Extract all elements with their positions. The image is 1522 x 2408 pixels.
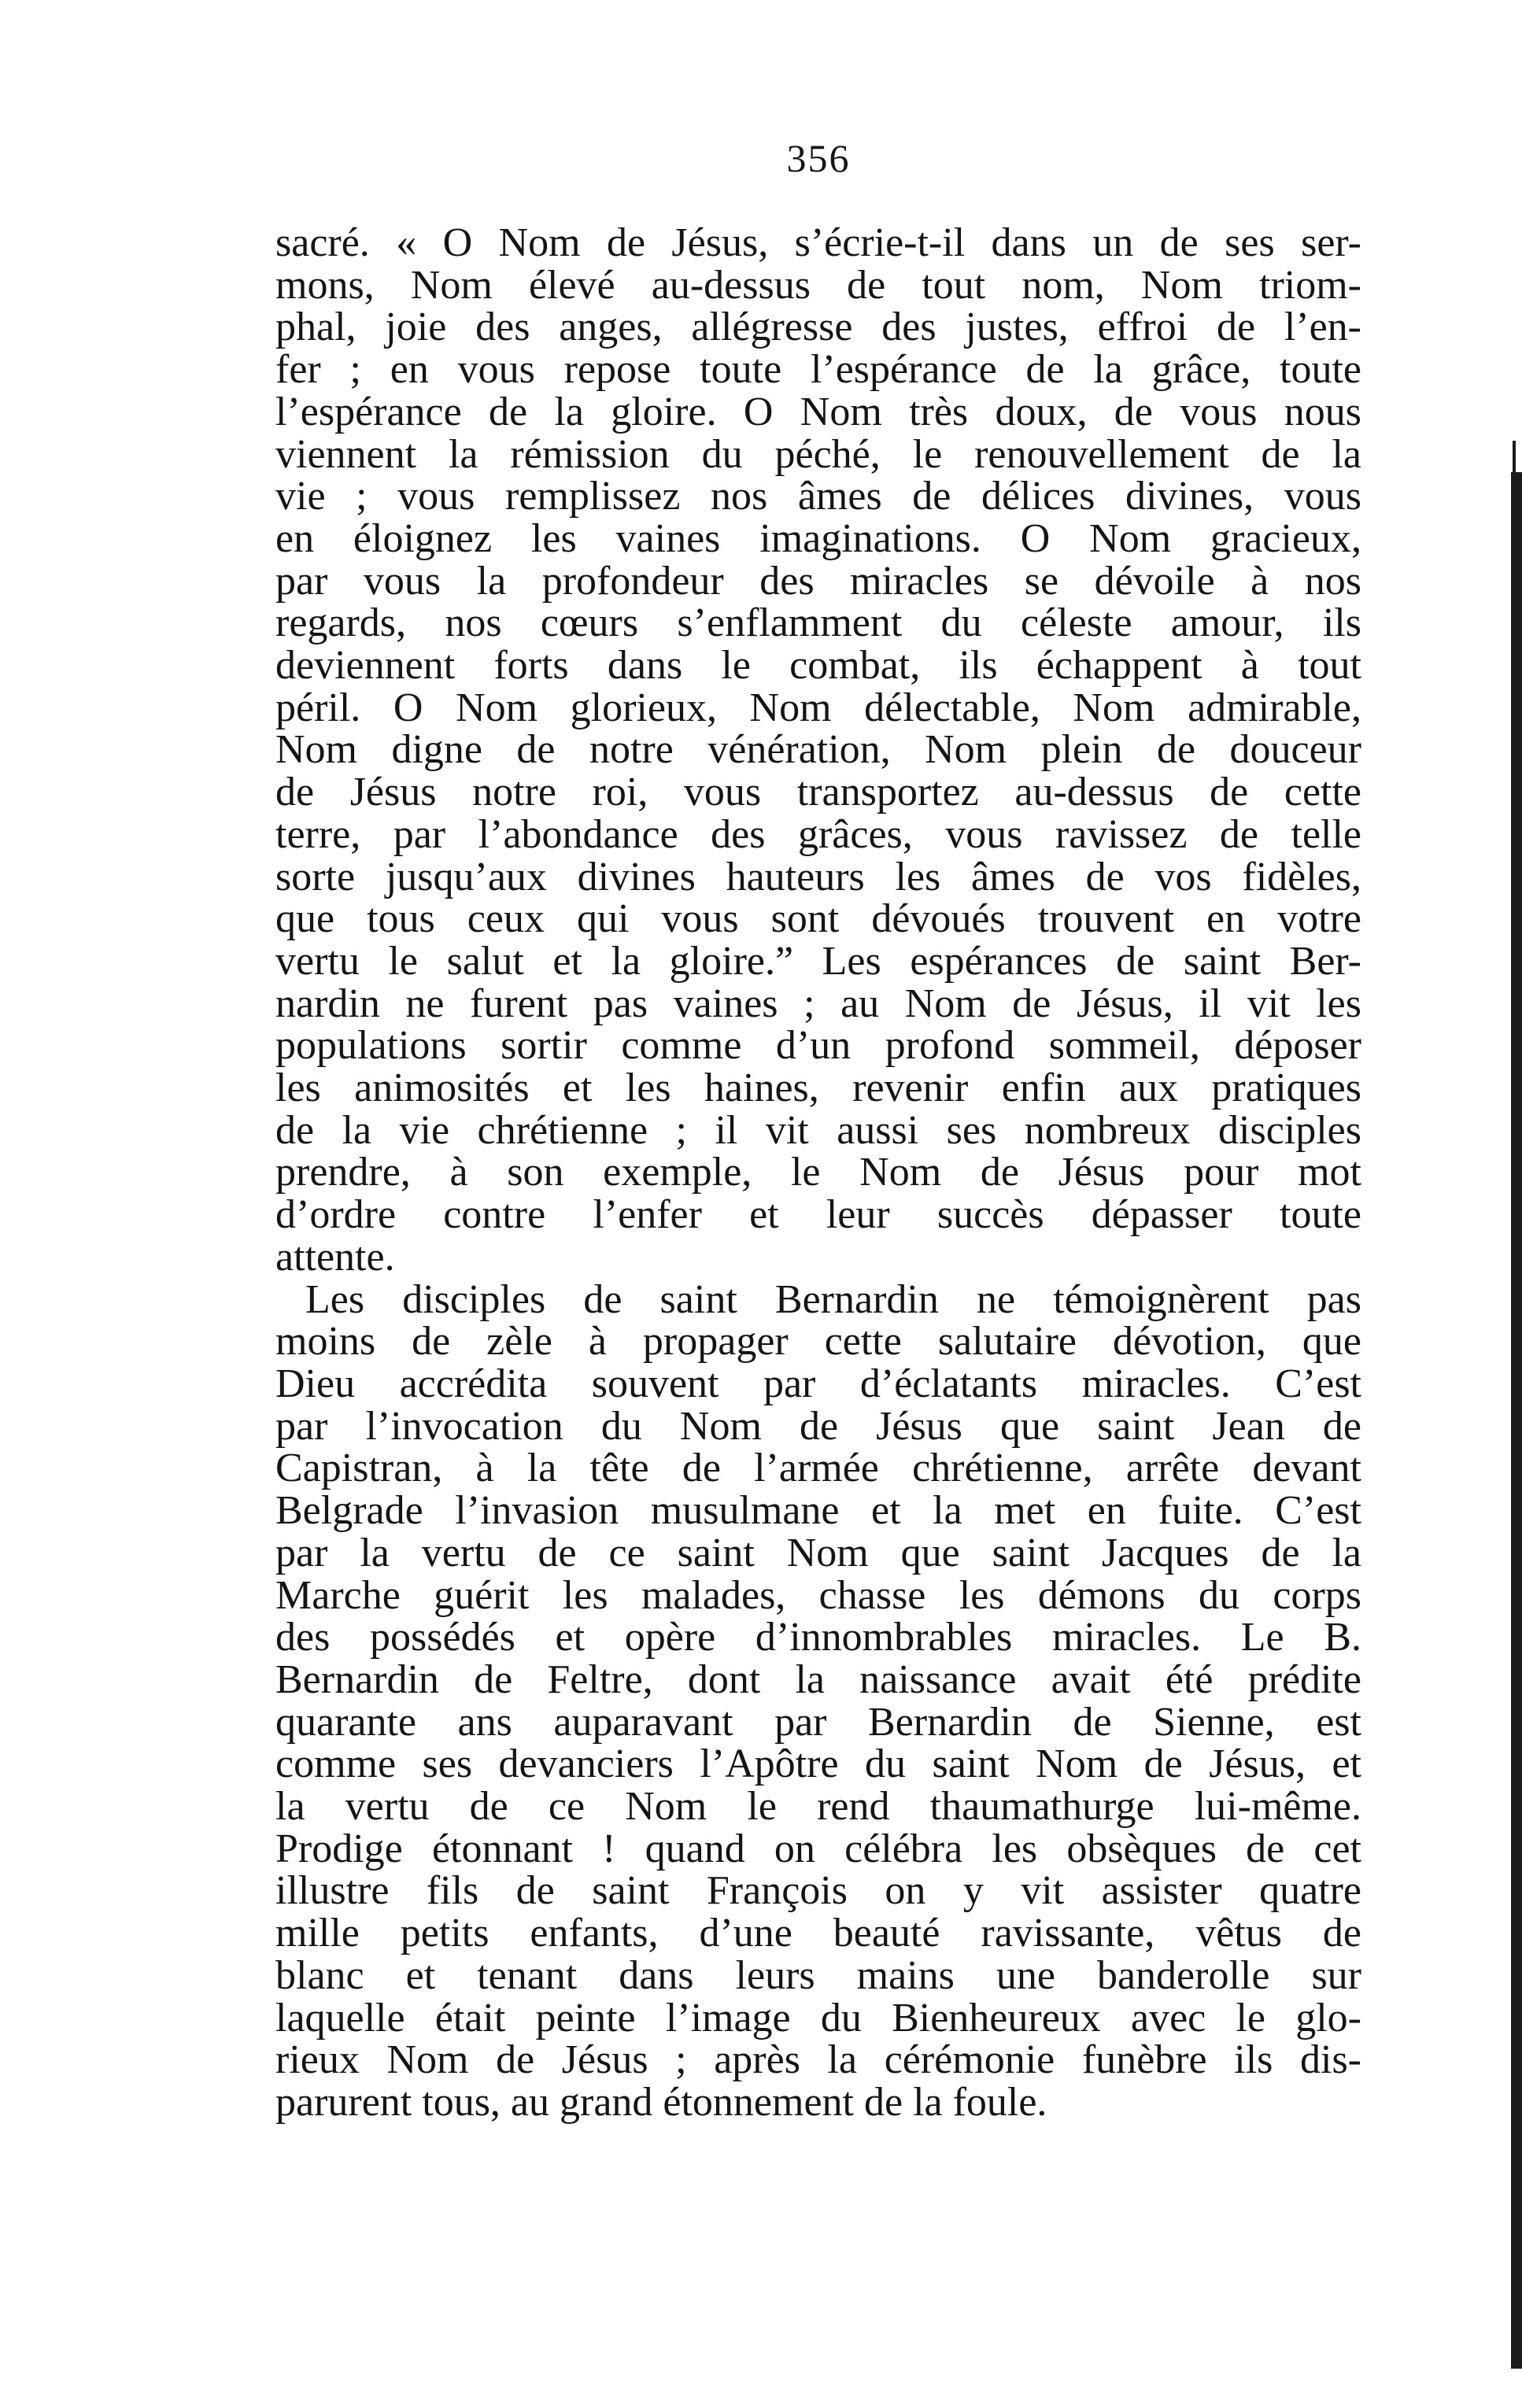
text-line: péril. O Nom glorieux, Nom délectable, Nom admirable, <box>275 685 1361 730</box>
text-line: attente. <box>275 1234 395 1280</box>
text-line: la vertu de ce Nom le rend thaumathurge lui-même. <box>275 1784 1361 1830</box>
text-line: comme ses devanciers l’Apôtre du saint Nom de Jésus, et <box>275 1741 1361 1787</box>
text-line: prendre, à son exemple, le Nom de Jésus pour mot <box>275 1150 1361 1195</box>
paragraph <box>275 1276 1361 2125</box>
text-line: de la vie chrétienne ; il vit aussi ses nombreux disciples <box>275 1107 1361 1153</box>
text-line: Prodige étonnant ! quand on célébra les obsèques de cet <box>275 1826 1361 1871</box>
text-line: populations sortir comme d’un profond sommeil, déposer <box>275 1023 1361 1069</box>
text-line: par vous la profondeur des miracles se dévoile à nos <box>275 558 1361 604</box>
text-line: l’espérance de la gloire. O Nom très doux, de vous nous <box>275 389 1361 434</box>
text-line: les animosités et les haines, revenir enfin aux pratiques <box>275 1066 1361 1111</box>
text-line: d’ordre contre l’enfer et leur succès dépasser toute <box>275 1192 1361 1238</box>
text-line: moins de zèle à propager cette salutaire dévotion, que <box>275 1319 1361 1365</box>
text-line: Bernardin de Feltre, dont la naissance avait été prédite <box>275 1656 1361 1702</box>
text-line: Les disciples de saint Bernardin ne témoignèrent pas <box>305 1276 1361 1322</box>
text-line: rieux Nom de Jésus ; après la cérémonie funèbre ils dis- <box>275 2037 1361 2083</box>
text-line: en éloignez les vaines imaginations. O Nom gracieux, <box>275 515 1361 561</box>
text-line: fer ; en vous repose toute l’espérance de la grâce, toute <box>275 347 1361 393</box>
text-line: Nom digne de notre vénération, Nom plein de douceur <box>275 727 1361 773</box>
text-line: illustre fils de saint François on y vit assister quatre <box>275 1868 1361 1914</box>
text-line: blanc et tenant dans leurs mains une banderolle sur <box>275 1952 1361 1998</box>
text-line: mons, Nom élevé au-dessus de tout nom, Nom triom- <box>275 262 1361 308</box>
text-line: laquelle était peinte l’image du Bienheureux avec le glo- <box>275 1995 1361 2041</box>
text-line: que tous ceux qui vous sont dévoués trouvent en votre <box>275 896 1361 942</box>
page-edge-shadow <box>1511 472 1522 2369</box>
page-number: 356 <box>786 136 851 180</box>
text-line: phal, joie des anges, allégresse des justes, effroi de l’en- <box>275 305 1361 350</box>
text-line: Capistran, à la tête de l’armée chrétienne, arrête devant <box>275 1446 1361 1491</box>
text-line: sorte jusqu’aux divines hauteurs les âmes de vos fidèles, <box>275 854 1361 899</box>
text-line: Marche guérit les malades, chasse les démons du corps <box>275 1572 1361 1618</box>
text-line: parurent tous, au grand étonnement de la foule. <box>275 2079 1047 2125</box>
text-line: deviennent forts dans le combat, ils échappent à tout <box>275 643 1361 689</box>
text-line: quarante ans auparavant par Bernardin de Sienne, est <box>275 1699 1361 1745</box>
text-line: de Jésus notre roi, vous transportez au-dessus de cette <box>275 770 1361 815</box>
paragraph <box>275 222 1361 1279</box>
text-line: mille petits enfants, d’une beauté ravissante, vêtus de <box>275 1911 1361 1956</box>
text-line: vertu le salut et la gloire.” Les espérances de saint Ber- <box>275 938 1361 984</box>
text-line: vie ; vous remplissez nos âmes de délices divines, vous <box>275 474 1361 519</box>
text-line: sacré. « O Nom de Jésus, s’écrie-t-il dans un de ses ser- <box>275 220 1361 265</box>
text-line: Belgrade l’invasion musulmane et la met en fuite. C’est <box>275 1488 1361 1534</box>
text-line: Dieu accrédita souvent par d’éclatants miracles. C’est <box>275 1361 1361 1406</box>
text-line: viennent la rémission du péché, le renouvellement de la <box>275 431 1361 477</box>
text-line: par l’invocation du Nom de Jésus que saint Jean de <box>275 1403 1361 1449</box>
text-line: nardin ne furent pas vaines ; au Nom de Jésus, il vit les <box>275 981 1361 1026</box>
text-line: terre, par l’abondance des grâces, vous ravissez de telle <box>275 811 1361 857</box>
text-line: par la vertu de ce saint Nom que saint Jacques de la <box>275 1530 1361 1575</box>
text-line: des possédés et opère d’innombrables miracles. Le B. <box>275 1615 1361 1660</box>
body-text <box>275 222 1361 2124</box>
text-line: regards, nos cœurs s’enflamment du céleste amour, ils <box>275 600 1361 646</box>
